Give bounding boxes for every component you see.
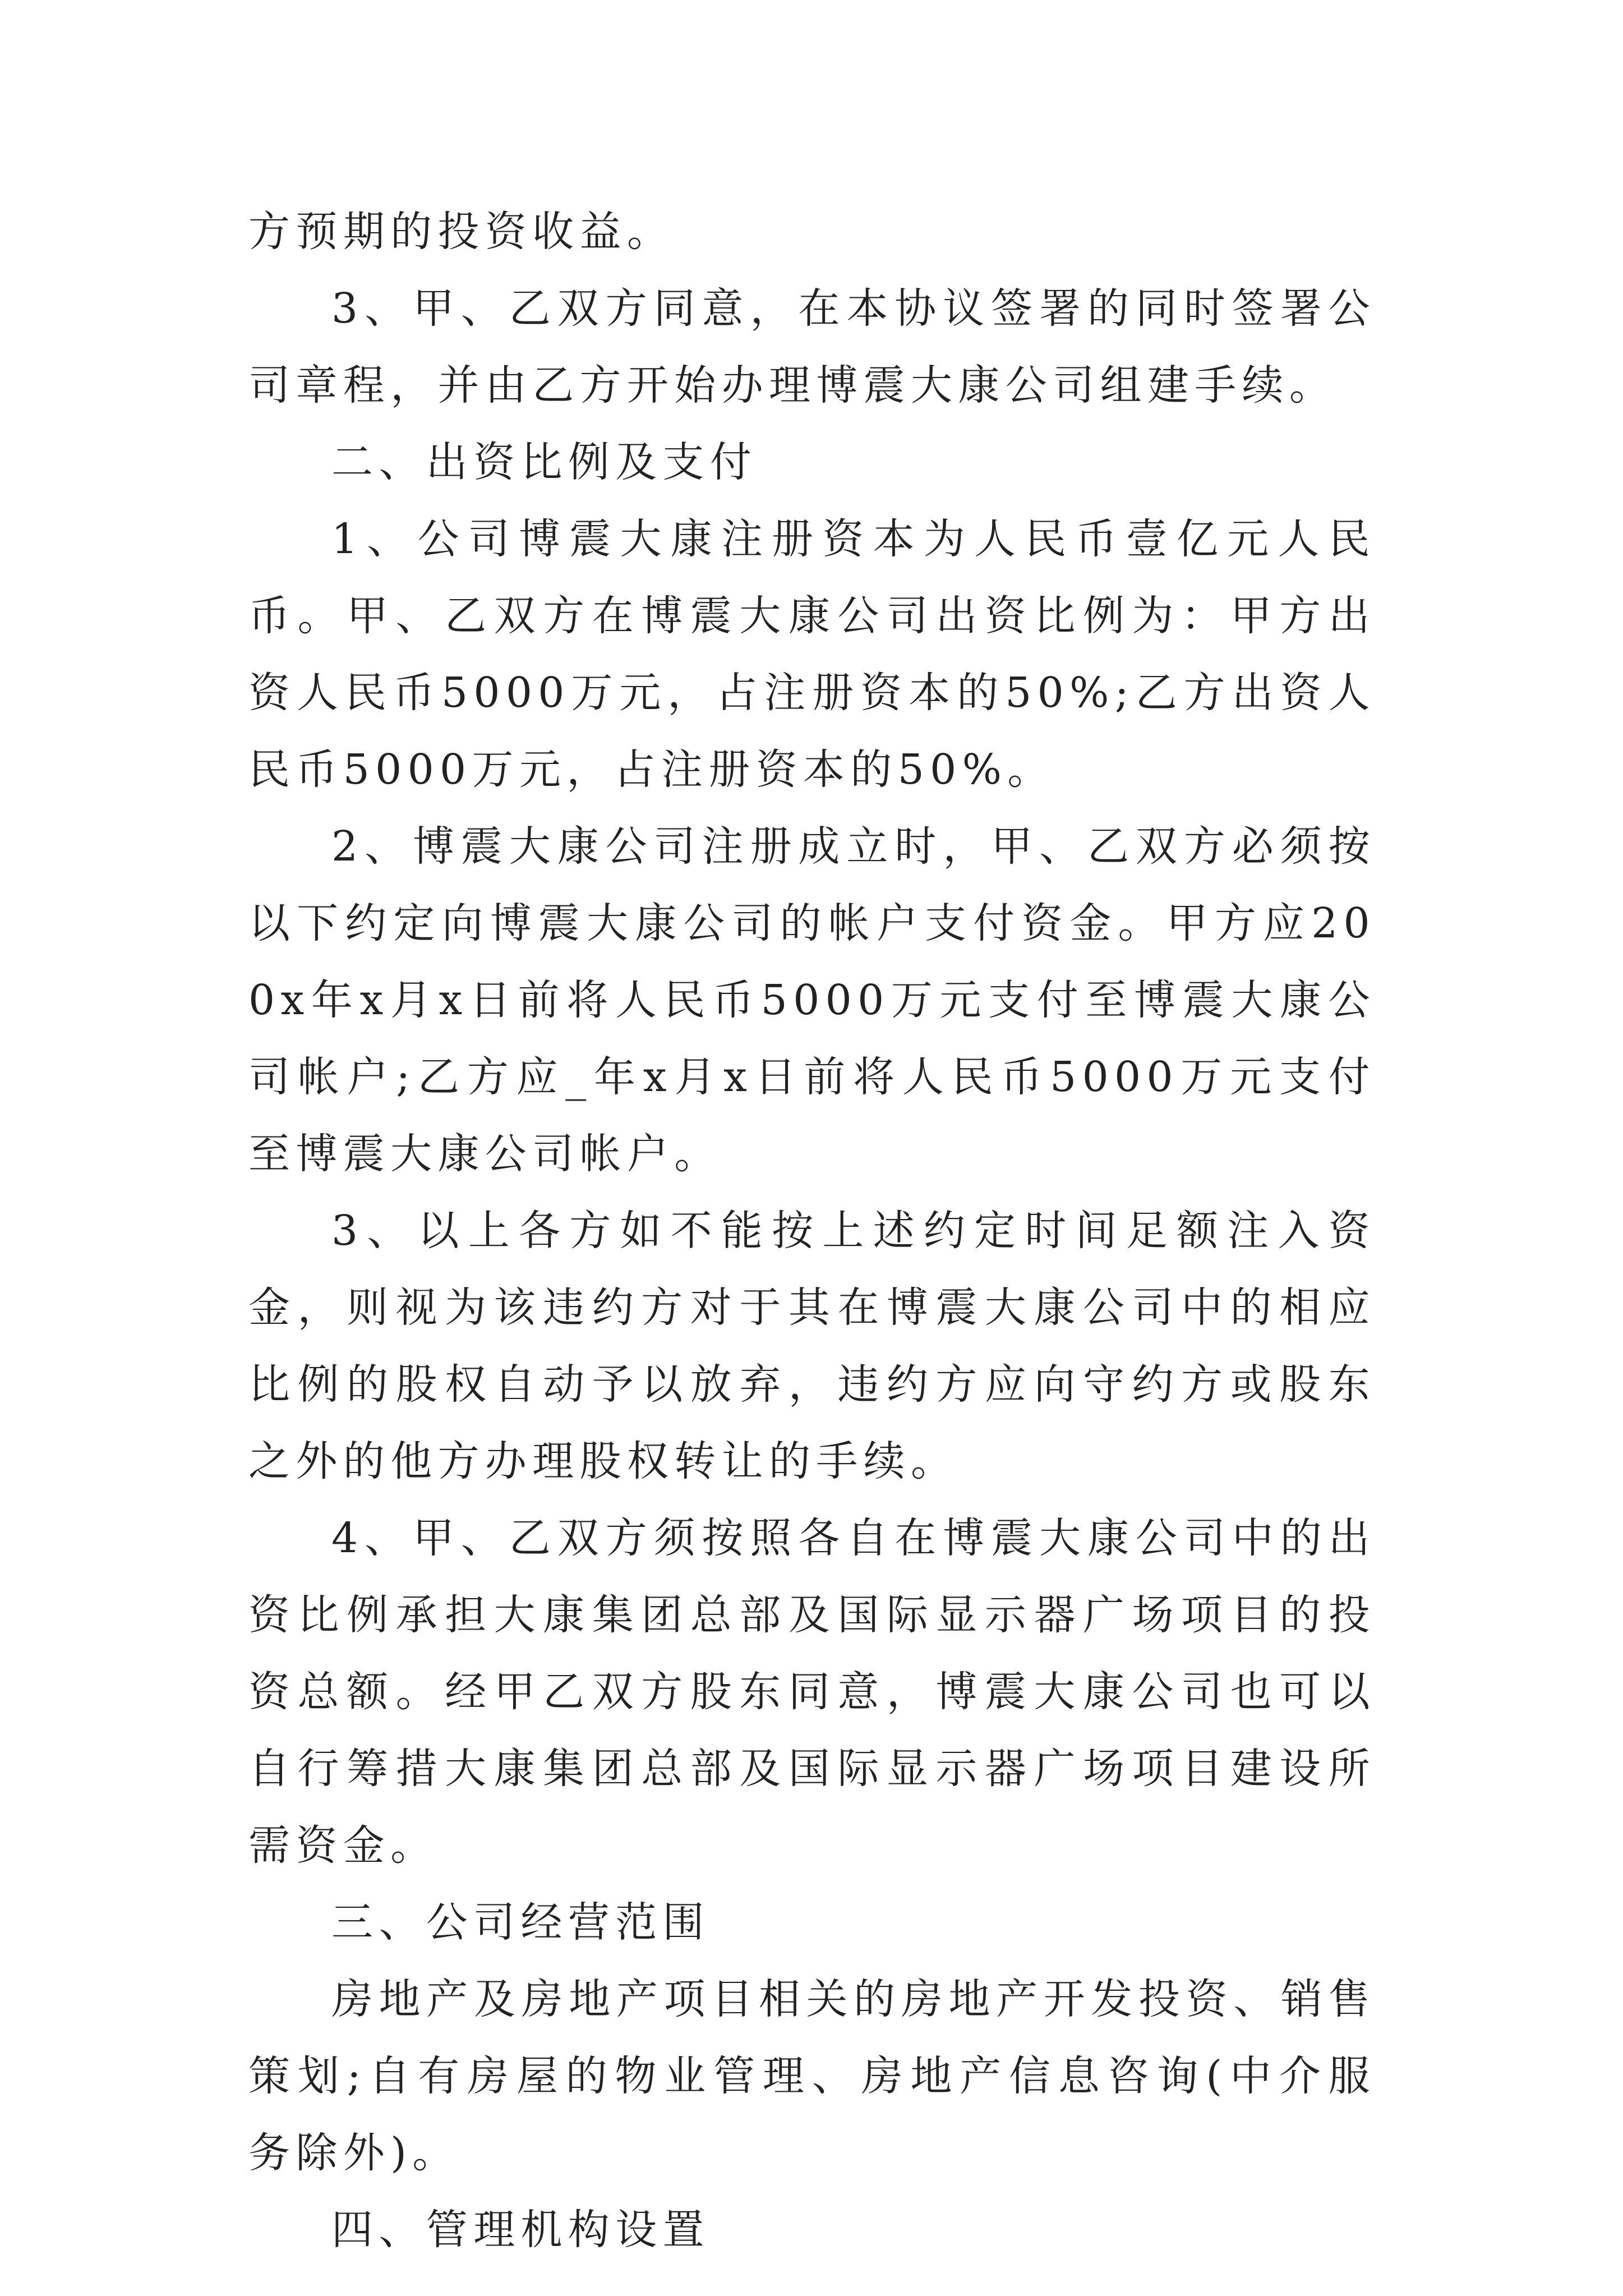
heading-business-scope: 三、公司经营范围 (331, 1898, 710, 1947)
paragraph-clause-3-articles: 3、甲、乙双方同意，在本协议签署的同时签署公司章程，并由乙方开始办理博震大康公司组建手续。 (248, 284, 1376, 409)
heading-management-structure: 四、管理机构设置 (331, 2206, 710, 2254)
paragraph-payment-schedule: 2、博震大康公司注册成立时，甲、乙双方必须按以下约定向博震大康公司的帐户支付资金。甲方应200x年x月x日前将人民币5000万元支付至博震大康公司帐户;乙方应_年x月x日前将人民币5000万元支付至博震大康公司帐户。 (248, 822, 1376, 1178)
document-body (248, 194, 1376, 2269)
paragraph-business-scope: 房地产及房地产项目相关的房地产开发投资、销售策划;自有房屋的物业管理、房地产信息咨询(中介服务除外)。 (248, 1975, 1376, 2177)
paragraph-default-clause: 3、以上各方如不能按上述约定时间足额注入资金，则视为该违约方对于其在博震大康公司中的相应比例的股权自动予以放弃，违约方应向守约方或股东之外的他方办理股权转让的手续。 (248, 1207, 1376, 1485)
paragraph-investment-share: 4、甲、乙双方须按照各自在博震大康公司中的出资比例承担大康集团总部及国际显示器广场项目的投资总额。经甲乙双方股东同意，博震大康公司也可以自行筹措大康集团总部及国际显示器广场项目建设所需资金。 (248, 1514, 1376, 1870)
heading-capital-contribution: 二、出资比例及支付 (331, 438, 758, 486)
paragraph-investment-return: 方预期的投资收益。 (248, 208, 675, 256)
paragraph-registered-capital: 1、公司博震大康注册资本为人民币壹亿元人民币。甲、乙双方在博震大康公司出资比例为：甲方出资人民币5000万元，占注册资本的50%;乙方出资人民币5000万元，占注册资本的50%。 (248, 515, 1376, 794)
